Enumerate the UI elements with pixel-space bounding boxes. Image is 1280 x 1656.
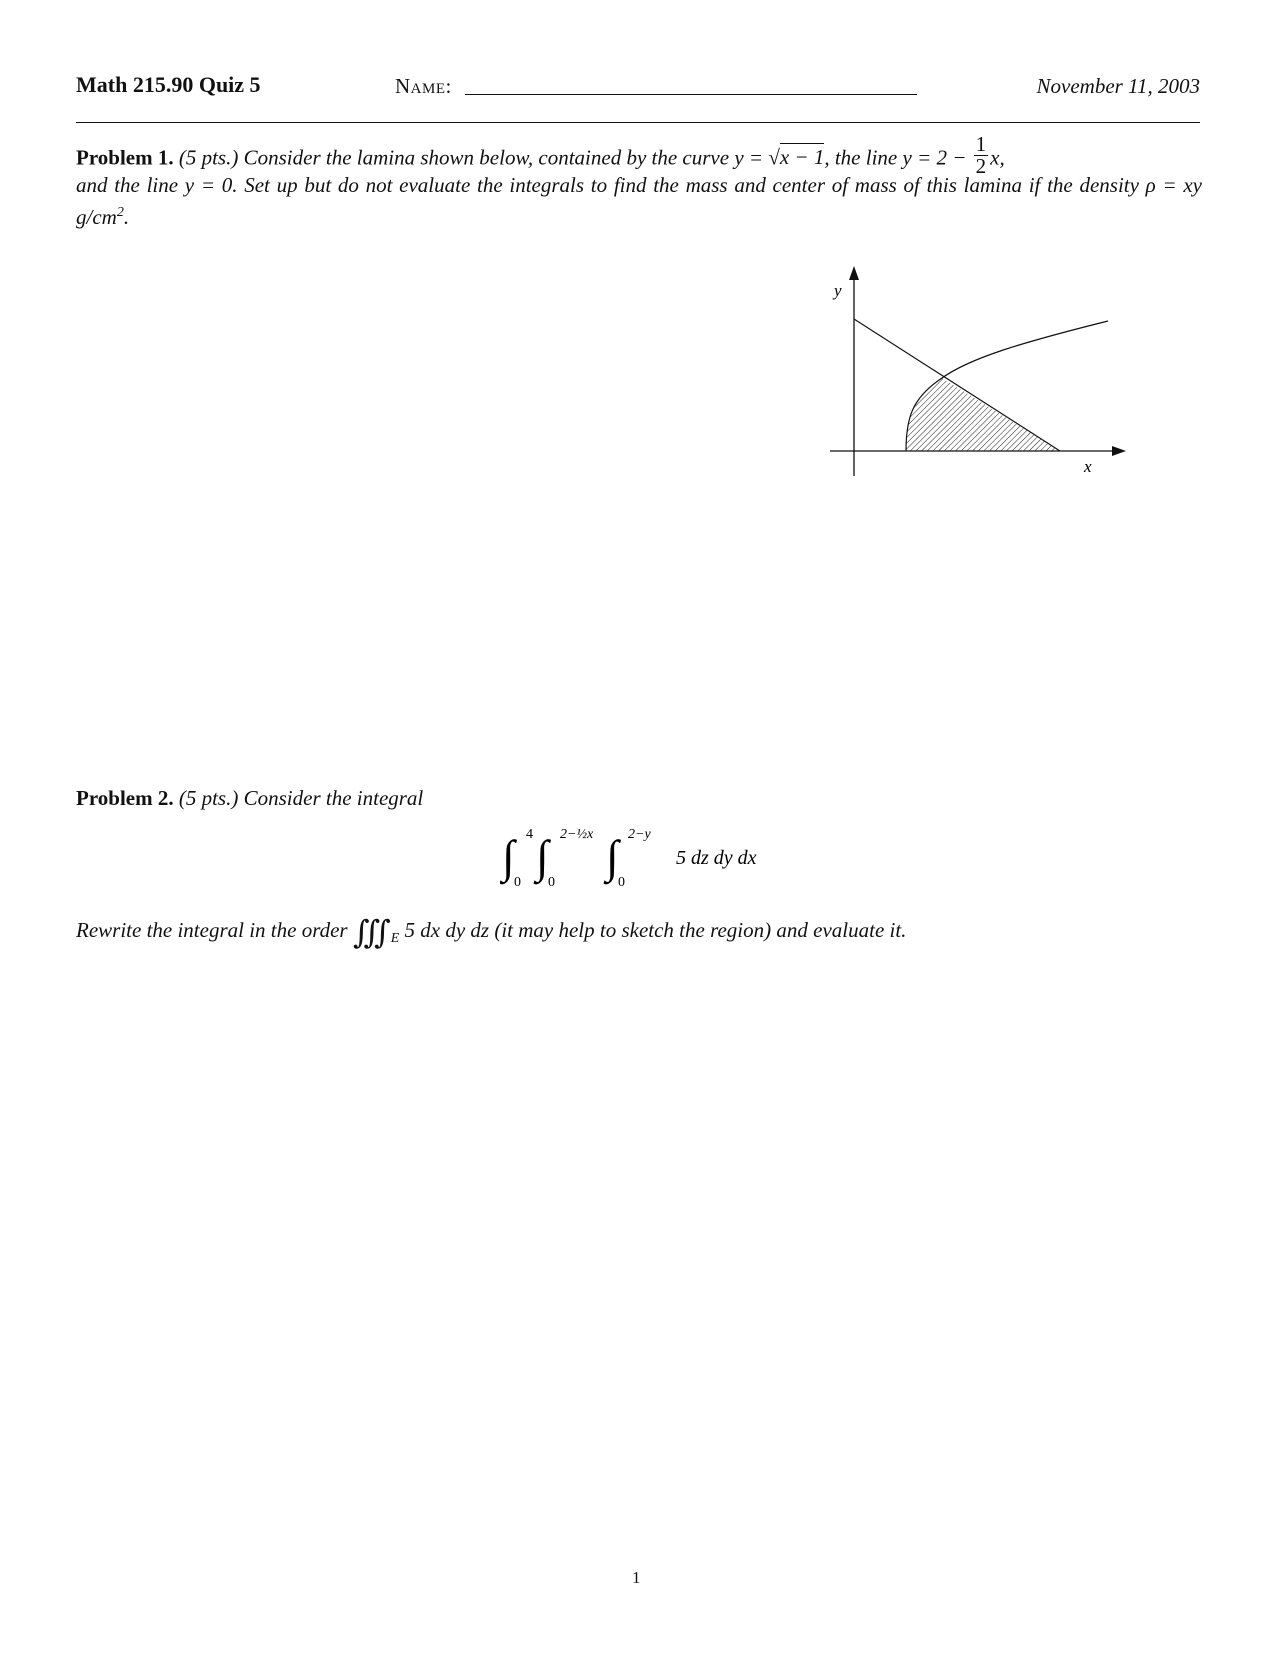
- fraction-denominator: 2: [975, 154, 987, 178]
- upper-limit-3: 2−y: [628, 827, 651, 842]
- problem2-points: (5 pts.): [178, 786, 239, 810]
- x-axis-label: x: [1084, 457, 1092, 476]
- name-blank-line[interactable]: [465, 94, 917, 95]
- rewrite-text-a: Rewrite the integral in the order: [76, 918, 348, 942]
- y-axis-arrow-icon: [849, 266, 859, 280]
- x-axis-arrow-icon: [1112, 446, 1126, 456]
- curve-lhs: y =: [734, 145, 764, 170]
- header-rule: [76, 122, 1200, 123]
- triple-integral-icon: ∭: [352, 914, 391, 950]
- problem1-label: Problem 1.: [76, 145, 174, 170]
- quiz-title: Math 215.90 Quiz 5: [76, 72, 261, 97]
- problem1-points: (5 pts.): [178, 145, 239, 170]
- problem2-rewrite-line: [76, 907, 907, 950]
- rewrite-integrand: 5 dx dy dz: [404, 918, 490, 942]
- sqrt-symbol: √: [768, 145, 780, 170]
- integral-sign-icon: ∫: [536, 831, 549, 882]
- problem1-text-a: Consider the lamina shown below, contained by the curve: [243, 145, 730, 170]
- page-number: 1: [632, 1568, 641, 1587]
- shaded-region: [906, 378, 1060, 451]
- triple-subscript: E: [390, 931, 400, 947]
- y-axis-label: y: [834, 281, 842, 300]
- rewrite-text-b: (it may help to sketch the region) and evaluate it.: [494, 918, 907, 942]
- integrand: 5 dz dy dx: [676, 847, 757, 869]
- problem1-body: [76, 171, 1202, 231]
- curve-radicand: x − 1: [779, 145, 825, 170]
- upper-limit-2: 2−½x: [560, 827, 594, 842]
- fraction-numerator: 1: [975, 132, 987, 156]
- integral-sign-icon: ∫: [502, 831, 515, 882]
- problem2-intro: Consider the integral: [243, 786, 424, 810]
- lamina-graph: [820, 258, 1140, 480]
- problem1-text-c: and the line y = 0. Set up but do not evaluate the integrals to find the mass and center of mass of this lamina if the density ρ = xy g/cm: [76, 173, 1202, 229]
- problem1-text-b: , the line: [824, 145, 898, 170]
- exponent: 2: [116, 205, 124, 220]
- quiz-date: November 11, 2003: [1036, 74, 1200, 98]
- upper-limit-1: 4: [526, 827, 533, 842]
- lower-limit-1: 0: [514, 875, 521, 890]
- integral-sign-icon: ∫: [606, 831, 619, 882]
- line-lhs: y = 2 −: [902, 145, 967, 170]
- given-triple-integral: [500, 820, 800, 890]
- problem1-text-end: .: [123, 205, 130, 229]
- lower-limit-2: 0: [548, 875, 555, 890]
- name-label: Name:: [395, 74, 452, 98]
- line-rhs: x,: [990, 145, 1005, 170]
- problem2-label: Problem 2.: [76, 786, 174, 810]
- lower-limit-3: 0: [618, 875, 625, 890]
- problem2-first-line: [76, 786, 423, 811]
